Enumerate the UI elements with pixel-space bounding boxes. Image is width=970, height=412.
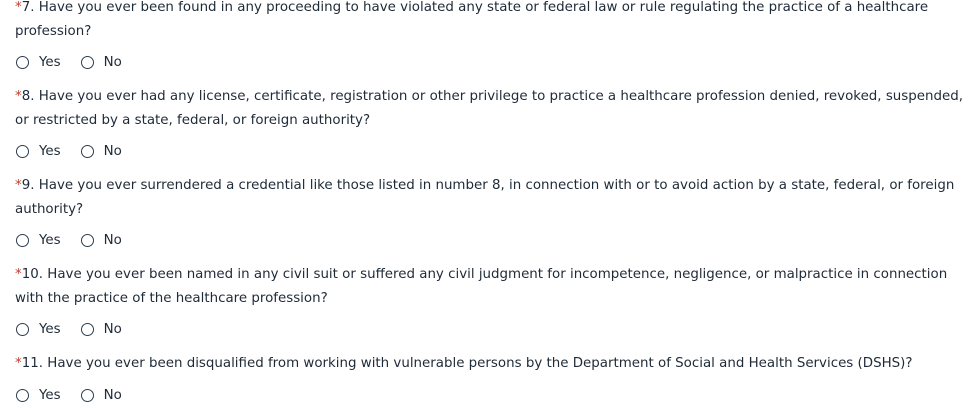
option-no[interactable] — [80, 55, 122, 70]
required-asterisk: * — [15, 0, 22, 15]
radio-yes[interactable] — [16, 234, 29, 247]
option-no[interactable] — [80, 322, 122, 337]
radio-yes[interactable] — [16, 56, 29, 69]
option-no[interactable] — [80, 388, 122, 403]
radio-group — [15, 317, 965, 341]
question-text — [15, 352, 965, 376]
question-9 — [15, 174, 965, 252]
question-label: 7. Have you ever been found in any proceeding to have violated any state or federal law or rule regulating the practice of a healthcare profession? — [15, 0, 929, 39]
question-7 — [15, 0, 965, 74]
radio-group — [15, 50, 965, 74]
option-label: No — [103, 143, 122, 159]
radio-yes[interactable] — [16, 323, 29, 336]
option-yes[interactable] — [15, 144, 61, 159]
option-label: No — [103, 232, 122, 248]
option-yes[interactable] — [15, 322, 61, 337]
radio-yes[interactable] — [16, 389, 29, 402]
question-text — [15, 174, 965, 222]
option-yes[interactable] — [15, 388, 61, 403]
radio-no[interactable] — [81, 56, 94, 69]
option-no[interactable] — [80, 144, 122, 159]
option-label: Yes — [39, 321, 61, 337]
option-label: Yes — [39, 143, 61, 159]
option-no[interactable] — [80, 233, 122, 248]
radio-yes[interactable] — [16, 145, 29, 158]
option-label: Yes — [39, 54, 61, 70]
question-text — [15, 85, 965, 133]
radio-no[interactable] — [81, 145, 94, 158]
option-label: Yes — [39, 387, 61, 403]
question-label: 11. Have you ever been disqualified from working with vulnerable persons by the Department of Social and Health Services (DSHS)? — [21, 356, 913, 371]
option-yes[interactable] — [15, 233, 61, 248]
question-label: 8. Have you ever had any license, certificate, registration or other privilege to practice a healthcare profession denied, revoked, suspended, or restricted by a state, federal, or foreign authority? — [15, 89, 963, 128]
option-label: No — [103, 321, 122, 337]
required-asterisk: * — [15, 89, 22, 104]
radio-group — [15, 139, 965, 163]
question-label: 9. Have you ever surrendered a credential like those listed in number 8, in connection with or to avoid action by a state, federal, or foreign authority? — [15, 178, 955, 217]
option-label: No — [103, 387, 122, 403]
question-10 — [15, 263, 965, 341]
required-asterisk: * — [15, 178, 22, 193]
option-label: No — [103, 54, 122, 70]
option-label: Yes — [39, 232, 61, 248]
radio-no[interactable] — [81, 234, 94, 247]
radio-group — [15, 228, 965, 252]
required-asterisk: * — [15, 356, 22, 371]
required-asterisk: * — [15, 267, 22, 282]
question-label: 10. Have you ever been named in any civil suit or suffered any civil judgment for incompetence, negligence, or malpractice in connection with the practice of the healthcare profession? — [15, 267, 948, 306]
radio-no[interactable] — [81, 389, 94, 402]
option-yes[interactable] — [15, 55, 61, 70]
question-text — [15, 0, 965, 44]
question-11 — [15, 352, 965, 407]
question-text — [15, 263, 965, 311]
radio-no[interactable] — [81, 323, 94, 336]
radio-group — [15, 383, 965, 407]
question-8 — [15, 85, 965, 163]
